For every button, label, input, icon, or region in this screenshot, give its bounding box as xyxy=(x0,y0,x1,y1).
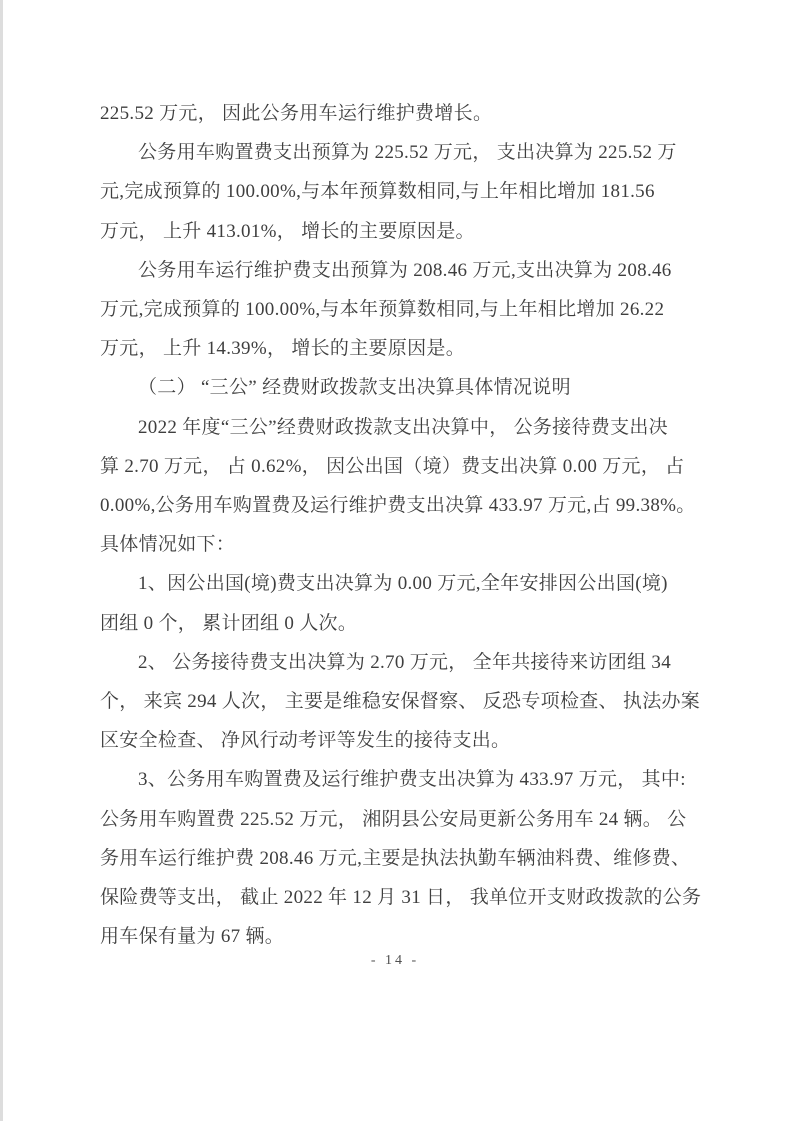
text-line: 公务用车运行维护费支出预算为 208.46 万元,支出决算为 208.46 xyxy=(138,259,672,281)
text-line: 用车保有量为 67 辆。 xyxy=(100,926,285,948)
text-line: 225.52 万元， 因此公务用车运行维护费增长。 xyxy=(100,103,493,124)
text-line: 2022 年度“三公”经费财政拨款支出决算中， 公务接待费支出决 xyxy=(138,416,668,438)
text-line: （二） “三公” 经费财政拨款支出决算具体情况说明 xyxy=(138,377,571,399)
text-line: 2、 公务接待费支出决算为 2.70 万元， 全年共接待来访团组 34 xyxy=(138,651,672,673)
text-line: 公务用车购置费支出预算为 225.52 万元， 支出决算为 225.52 万 xyxy=(138,142,677,164)
text-line: 区安全检查、 净风行动考评等发生的接待支出。 xyxy=(100,730,511,752)
text-line: 1、因公出国(境)费支出决算为 0.00 万元,全年安排因公出国(境) xyxy=(138,573,668,595)
text-line: 保险费等支出， 截止 2022 年 12 月 31 日， 我单位开支财政拨款的公务 xyxy=(100,887,702,909)
text-line: 公务用车购置费 225.52 万元， 湘阴县公安局更新公务用车 24 辆。 公 xyxy=(100,808,687,830)
text-line: 具体情况如下： xyxy=(100,534,236,556)
text-line: 万元， 上升 413.01%， 增长的主要原因是。 xyxy=(100,220,475,242)
text-line: 万元,完成预算的 100.00%,与本年预算数相同,与上年相比增加 26.22 xyxy=(100,299,665,321)
text-line: 团组 0 个， 累计团组 0 人次。 xyxy=(100,612,358,634)
text-line: 3、公务用车购置费及运行维护费支出决算为 433.97 万元， 其中: xyxy=(138,769,686,791)
text-line: 元,完成预算的 100.00%,与本年预算数相同,与上年相比增加 181.56 xyxy=(100,181,655,203)
scan-edge-strip xyxy=(0,0,3,1121)
page-number: - 14 - xyxy=(370,953,420,968)
text-line: 算 2.70 万元， 占 0.62%， 因公出国（境）费支出决算 0.00 万元， 占 xyxy=(100,455,685,477)
text-line: 万元， 上升 14.39%， 增长的主要原因是。 xyxy=(100,338,466,360)
text-line: 务用车运行维护费 208.46 万元,主要是执法执勤车辆油料费、维修费、 xyxy=(100,847,691,869)
text-line: 0.00%,公务用车购置费及运行维护费支出决算 433.97 万元,占 99.38%。 xyxy=(100,495,696,517)
document-body xyxy=(100,94,708,956)
text-line: 个， 来宾 294 人次， 主要是维稳安保督察、 反恐专项检查、 执法办案 xyxy=(100,691,701,713)
